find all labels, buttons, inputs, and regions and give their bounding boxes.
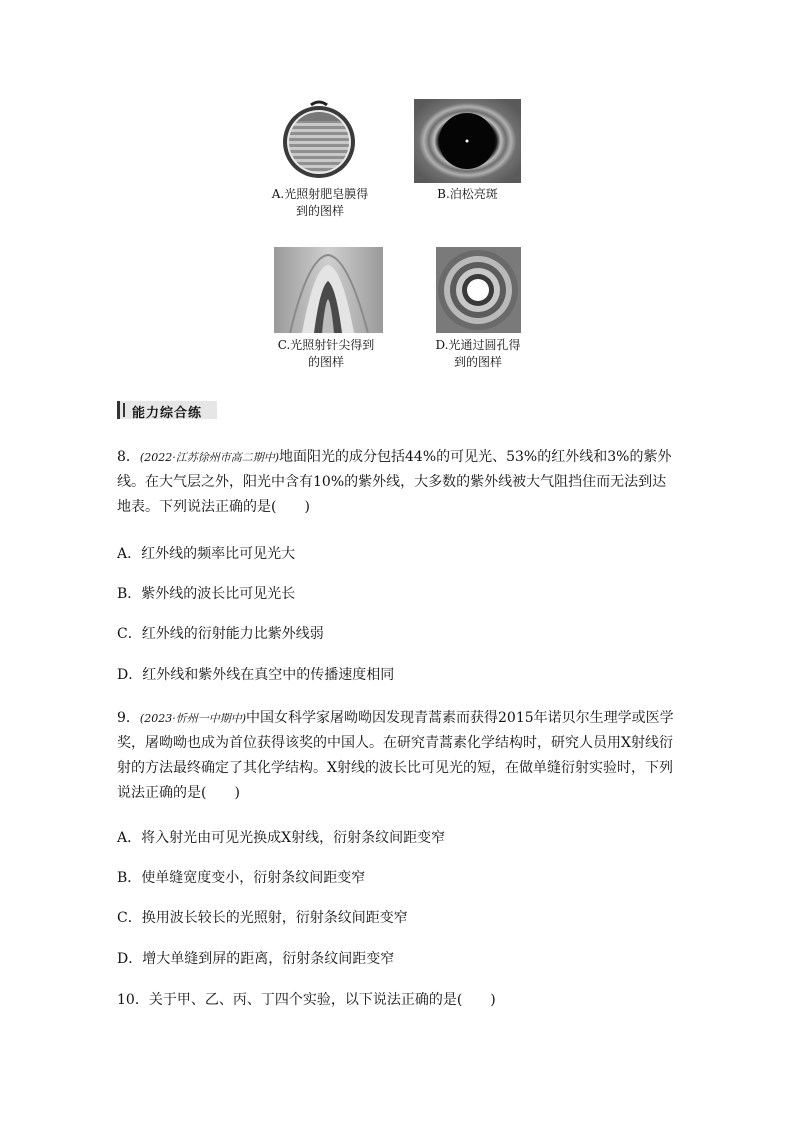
question-8-option-c: C．红外线的衍射能力比紫外线弱 xyxy=(117,626,324,642)
needle-tip-pattern-image xyxy=(274,247,383,333)
question-9-option-b: B．使单缝宽度变小，衍射条纹间距变窄 xyxy=(117,870,366,886)
figure-c-caption: C.光照射针尖得到 的图样 xyxy=(277,338,375,369)
question-8-text: 地面阳光的成分包括44%的可见光、53%的红外线和3%的紫外线。在大气层之外，阳光中含有10%的紫外线，大多数的紫外线被大气阻挡住而无法到达地表。下列说法正确的是( ) xyxy=(117,449,672,515)
question-9-option-c: C．换用波长较长的光照射，衍射条纹间距变窄 xyxy=(117,910,408,926)
section-header xyxy=(117,401,217,419)
figure-b-caption: B.泊松亮斑 xyxy=(437,187,498,201)
question-9-source: (2023·忻州一中期中) xyxy=(139,712,246,725)
question-9-text: 中国女科学家屠呦呦因发现青蒿素而获得2015年诺贝尔生理学或医学奖，屠呦呦也成为首位获得该奖的中国人。在研究青蒿素化学结构时，研究人员用X射线衍射的方法最终确定了其化学结构。X射线的波长比可见光的短，在做单缝衍射实验时，下列说法正确的是( ) xyxy=(117,710,674,801)
question-9-stem xyxy=(117,706,677,806)
section-title: 能力综合练 xyxy=(132,406,203,421)
circular-aperture-pattern-image xyxy=(436,247,521,333)
soap-film-pattern-image xyxy=(281,99,357,183)
question-9-option-a: A．将入射光由可见光换成X射线，衍射条纹间距变窄 xyxy=(117,830,446,846)
question-8-stem xyxy=(117,445,677,520)
question-8-option-a: A．红外线的频率比可见光大 xyxy=(117,546,296,562)
figure-d-caption: D.光通过圆孔得 到的图样 xyxy=(435,338,521,369)
poisson-spot-image xyxy=(414,99,521,183)
figure-a-caption: A.光照射肥皂膜得 到的图样 xyxy=(271,187,369,218)
question-8-option-b: B．紫外线的波长比可见光长 xyxy=(117,586,296,602)
question-8-number: 8． xyxy=(117,449,140,465)
question-9-option-d: D．增大单缝到屏的距离，衍射条纹间距变窄 xyxy=(117,951,395,967)
question-8-option-d: D．红外线和紫外线在真空中的传播速度相同 xyxy=(117,667,395,683)
question-9-number: 9． xyxy=(117,710,140,726)
question-8-source: (2022·江苏徐州市高二期中) xyxy=(139,451,279,464)
question-10-stem: 10．关于甲、乙、丙、丁四个实验，以下说法正确的是( ) xyxy=(117,992,496,1008)
